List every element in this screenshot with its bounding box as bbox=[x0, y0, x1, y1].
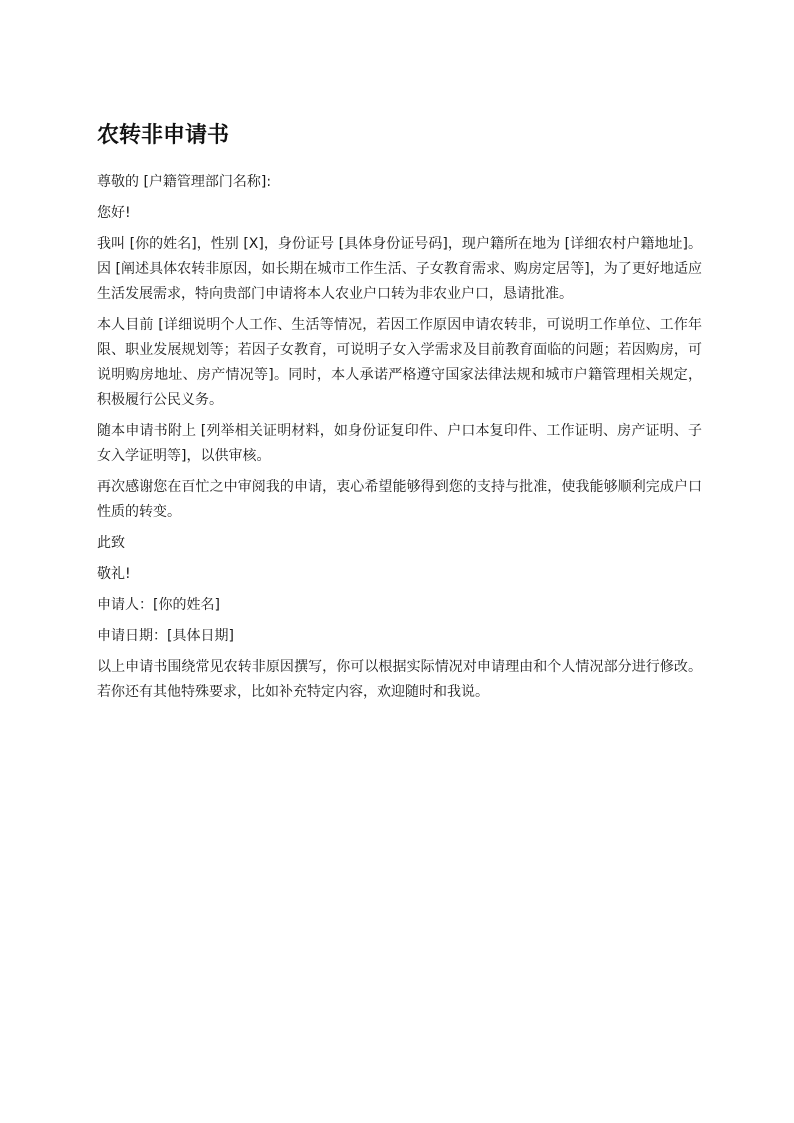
paragraph-attachments: 随本申请书附上 [列举相关证明材料，如身份证复印件、户口本复印件、工作证明、房产证明、子女入学证明等]，以供审核。 bbox=[97, 423, 702, 464]
editor-note: 以上申请书围绕常见农转非原因撰写，你可以根据实际情况对申请理由和个人情况部分进行修改。若你还有其他特殊要求，比如补充特定内容，欢迎随时和我说。 bbox=[97, 659, 702, 700]
greeting: 您好! bbox=[97, 205, 131, 221]
paragraph-introduction: 我叫 [你的姓名]，性别 [X]，身份证号 [具体身份证号码]，现户籍所在地为 [详细农村户籍地址]。因 [阐述具体农转非原因，如长期在城市工作生活、子女教育需求、购房定居等]，为了更好地适应生活发展需求，特向贵部门申请将本人农业户口转为非农业户口，恳请批准。 bbox=[97, 236, 702, 302]
applicant-signature: 申请人：[你的姓名] bbox=[97, 597, 220, 613]
closing-line-1: 此致 bbox=[97, 535, 125, 551]
closing-line-2: 敬礼! bbox=[97, 566, 131, 582]
document-title: 农转非申请书 bbox=[97, 123, 230, 148]
paragraph-circumstances: 本人目前 [详细说明个人工作、生活等情况，若因工作原因申请农转非，可说明工作单位、工作年限、职业发展规划等；若因子女教育，可说明子女入学需求及目前教育面临的问题；若因购房，可说明购房地址、房产情况等]。同时，本人承诺严格遵守国家法律法规和城市户籍管理相关规定，积极履行公民义务。 bbox=[97, 317, 702, 408]
application-date: 申请日期：[具体日期] bbox=[97, 628, 234, 644]
document-body bbox=[97, 118, 702, 711]
salutation: 尊敬的 [户籍管理部门名称]: bbox=[97, 174, 272, 190]
paragraph-thanks: 再次感谢您在百忙之中审阅我的申请，衷心希望能够得到您的支持与批准，使我能够顺利完成户口性质的转变。 bbox=[97, 479, 702, 520]
